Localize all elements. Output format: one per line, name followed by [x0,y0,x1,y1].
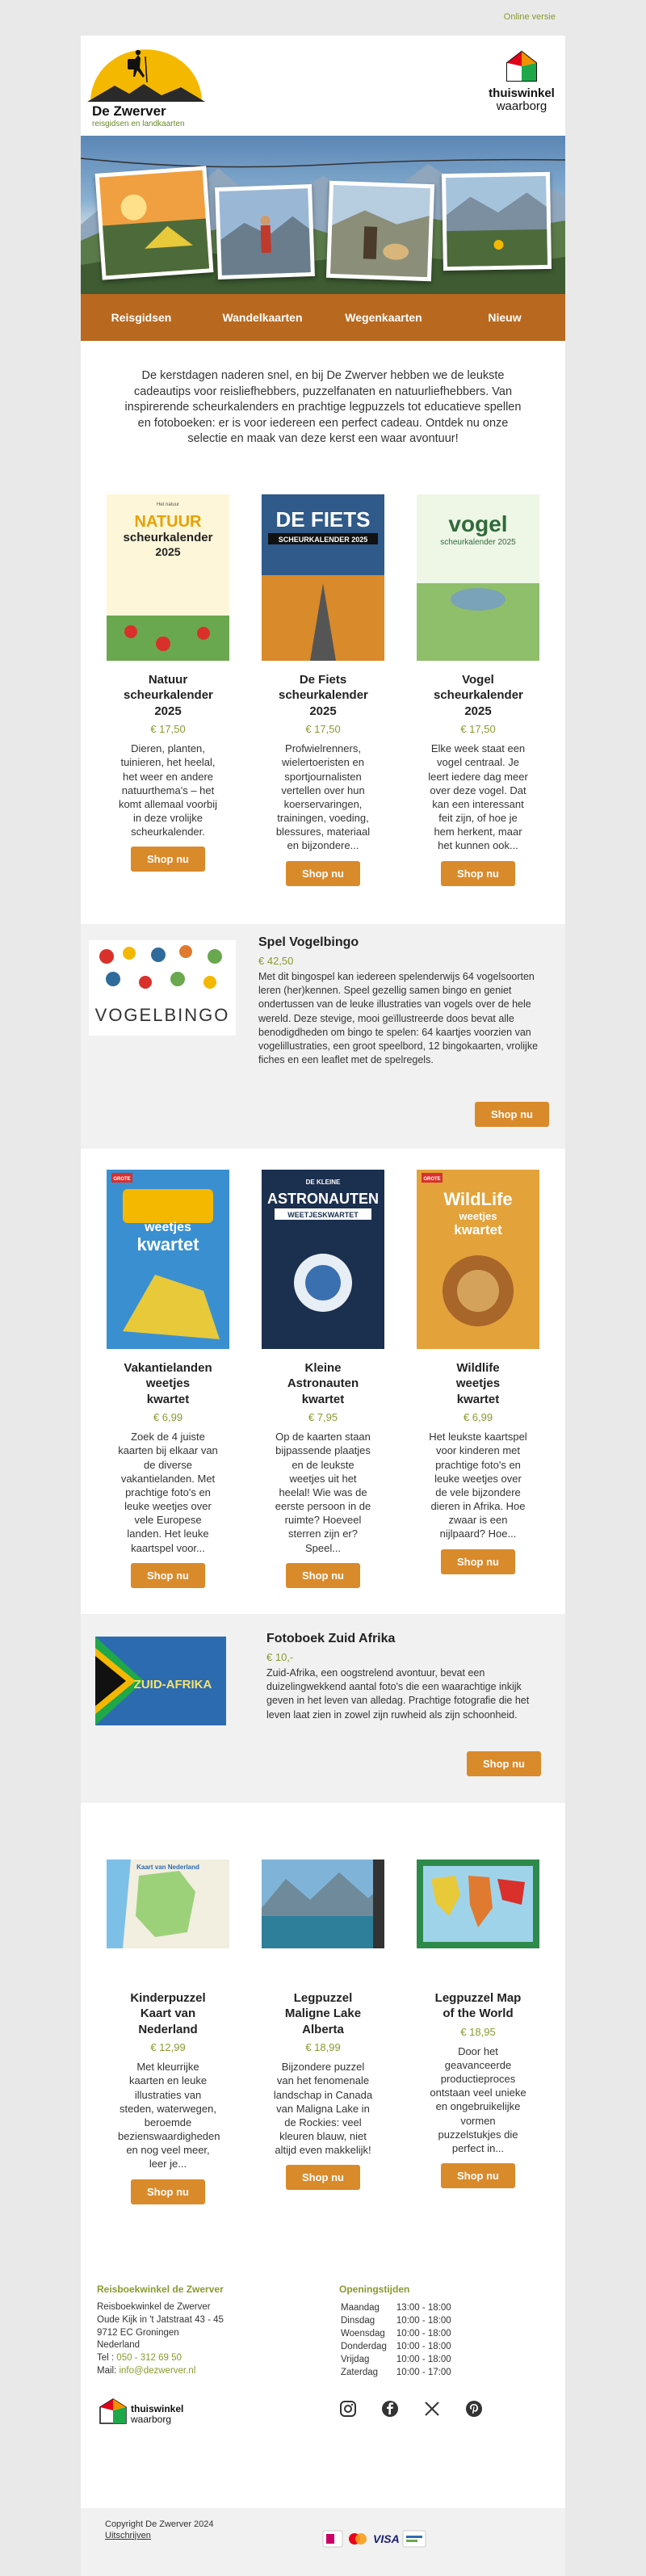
svg-text:weetjes: weetjes [145,1220,191,1234]
shop-now-button[interactable]: Shop nu [441,2163,515,2188]
product-title[interactable]: Legpuzzel Map of the World [434,1990,522,2021]
top-bar [0,0,646,36]
featured-description: Met dit bingospel kan iedereen spelenderwijs 64 vogelsoorten leren (her)kennen. Speel gezellig samen bingo en geniet ondertussen van de leuke illustraties van vogels over de hele wereld. Deze stevige, mooi geïllustreerde doos bevat alle benodigdheden om bingo te spelen: 64 kaartjes voorzien van vogelillustraties, een groot speelbord, 12 bingokaarten, vrolijke fiches en een leaflet met de spelregels. [258,970,539,1066]
product-title[interactable]: Vakantielanden weetjes kwartet [124,1360,212,1406]
product-description: Bijzondere puzzel van het fenomenale landschap in Canada van Maligna Lake in de Rockies: veel kleuren blauw, niet altijd even makkelijk! [273,2061,373,2157]
shop-now-button[interactable]: Shop nu [475,1102,549,1127]
shop-now-button[interactable]: Shop nu [286,1563,360,1588]
visa-logo: VISA [373,2532,400,2545]
product-description: Elke week staat een vogel centraal. Je leert iedere dag meer over deze vogel. Dat kan een interessant feit zijn, of hoe je hem herkent, maar het kunnen ook... [428,742,528,852]
svg-text:DE FIETS: DE FIETS [275,506,371,532]
copyright-bar [81,2508,565,2576]
product-description: Door het geavanceerde productieproces ontstaan veel unieke en ongebruikelijke vormen puzzelstukjes die perfect in... [430,2044,526,2154]
nav-wegenkaarten[interactable]: Wegenkaarten [345,311,422,324]
wildlife-kwartet-cover[interactable] [417,1170,539,1349]
product-card [405,494,551,900]
svg-text:DE KLEINE: DE KLEINE [305,1178,341,1186]
product-row-quartets [81,1149,565,1614]
product-price: € 17,50 [460,723,496,736]
intro-text: De kerstdagen naderen snel, en bij De Zwerver hebben we de leukste cadeautips voor reisliefhebbers, puzzelfanaten en natuurliefhebbers. Van inspirerende scheurkalenders en prachtige legpuzzels tot educatieve spellen en fotoboeken: er is voor iedereen een perfect cadeau. Ontdek nu onze selectie en maak van deze kerst een waar avontuur! [124,369,522,446]
unsubscribe-link[interactable]: Uitschrijven [105,2530,151,2540]
product-card [250,494,396,900]
shop-now-button[interactable]: Shop nu [441,861,515,886]
x-twitter-icon[interactable] [423,2400,441,2418]
svg-text:reisgidsen en landkaarten: reisgidsen en landkaarten [92,120,185,128]
product-card [95,494,241,900]
featured-title[interactable]: Fotoboek Zuid Afrika [266,1631,396,1645]
zuid-afrika-fotoboek-cover[interactable] [95,1637,226,1725]
footer-heading-hours: Openingstijden [339,2283,410,2295]
product-price: € 7,95 [308,1411,338,1424]
vogelbingo-cover[interactable] [89,940,236,1036]
shop-now-button[interactable]: Shop nu [131,847,205,872]
shop-now-button[interactable]: Shop nu [467,1751,541,1776]
kleine-astronauten-kwartet-cover[interactable] [262,1170,384,1349]
product-title[interactable]: Vogel scheurkalender 2025 [434,672,523,718]
product-price: € 17,50 [305,723,341,736]
nav-reisgidsen[interactable]: Reisgidsen [111,311,172,324]
product-title[interactable]: Wildlife weetjes kwartet [455,1360,501,1406]
hero-banner [81,136,565,294]
product-card [250,1860,396,2245]
svg-text:scheurkalender: scheurkalender [123,530,213,544]
online-version-link[interactable]: Online versie [503,12,556,22]
svg-text:Het natuur: Het natuur [156,502,180,507]
product-title[interactable]: Natuur scheurkalender 2025 [124,672,213,718]
mastercard-icon [346,2531,370,2547]
nav-wandelkaarten[interactable]: Wandelkaarten [222,311,303,324]
shop-now-button[interactable]: Shop nu [131,2179,205,2204]
product-description: Op de kaarten staan bijpassende plaatjes en de leukste weetjes uit het heelal! Wie was de eerste persoon in de ruimte? Hoeveel sterren zijn er? Speel... [275,1431,371,1554]
product-price: € 6,99 [463,1411,493,1424]
vogel-calendar-cover[interactable] [417,494,539,661]
svg-text:2025: 2025 [155,544,181,558]
svg-text:NATUUR: NATUUR [134,512,202,531]
header [81,36,565,136]
svg-text:scheurkalender 2025: scheurkalender 2025 [440,537,516,547]
shop-now-button[interactable]: Shop nu [286,861,360,886]
product-title[interactable]: Kleine Astronauten kwartet [287,1360,359,1406]
product-description: Het leukste kaartspel voor kinderen met prachtige foto's en leuke weetjes over de vele bijzondere dieren in Afrika. Hoe zwaar is een nijlpaard? Hoe... [429,1431,527,1540]
phone-link[interactable]: 050 - 312 69 50 [116,2353,182,2364]
product-description: Profwielrenners, wielertoeristen en sportjournalisten vertellen over hun koerservaringen, trainingen, voeding, blessures, materiaal en bijzondere... [275,742,371,852]
shop-now-button[interactable]: Shop nu [286,2165,360,2190]
product-card [95,1170,241,1590]
product-row-puzzles [81,1803,565,2269]
svg-text:VOGELBINGO: VOGELBINGO [94,1004,230,1025]
bank-transfer-icon [403,2531,426,2547]
featured-fotoboek [81,1614,565,1803]
hero-photo-lake [442,172,552,271]
email-body [81,36,565,2576]
copyright-text: Copyright De Zwerver 2024 [105,2519,214,2529]
svg-text:weetjes: weetjes [459,1209,497,1222]
svg-text:waarborg: waarborg [496,99,547,113]
product-price: € 17,50 [150,723,186,736]
svg-text:thuiswinkel: thuiswinkel [131,2402,184,2414]
svg-text:GROTE: GROTE [423,1176,441,1182]
facebook-icon[interactable] [381,2400,399,2418]
payment-logos [323,2531,426,2547]
svg-text:GROTE: GROTE [113,1176,131,1182]
svg-text:WildLife: WildLife [443,1188,513,1209]
shop-now-button[interactable]: Shop nu [131,1563,205,1588]
thuiswinkel-footer-logo[interactable] [97,2396,194,2428]
shop-now-button[interactable]: Shop nu [441,1549,515,1574]
footer-address: Reisboekwinkel de Zwerver Reisboekwinkel de Zwerver Oude Kijk in 't Jatstraat 43 - 45 9712 EC Groningen Nederland Tel : 050 - 312 69 50 Mail: info@dezwerver.nl thuiswinkel waarborg [97,2284,307,2432]
featured-vogelbingo [81,924,565,1149]
maligne-lake-puzzle-cover[interactable] [262,1860,384,1948]
svg-text:waarborg: waarborg [131,2413,172,2425]
svg-text:ZUID-AFRIKA: ZUID-AFRIKA [133,1677,212,1691]
product-price: € 18,99 [305,2041,341,2054]
featured-title[interactable]: Spel Vogelbingo [258,935,359,949]
kinderpuzzel-nederland-cover[interactable] [107,1860,229,1948]
instagram-icon[interactable] [339,2400,357,2418]
svg-text:ASTRONAUTEN: ASTRONAUTEN [267,1190,379,1207]
svg-text:kwartet: kwartet [454,1221,502,1238]
thuiswinkel-waarborg-logo[interactable] [483,45,560,129]
featured-price: € 42,50 [258,954,294,967]
svg-text:WEETJESKWARTET: WEETJESKWARTET [287,1210,359,1219]
footer-heading-shop: Reisboekwinkel de Zwerver [97,2283,224,2295]
product-description: Dieren, planten, tuinieren, het heelal, het weer en andere natuurthema's – het komt allemaal voorbij in deze vrolijke scheurkalender. [118,742,218,838]
svg-text:vogel: vogel [448,511,508,536]
footer-opening-hours: Openingstijden Maandag 13:00 - 18:00 Dinsdag 10:00 - 18:00 Woensdag 10:00 - 18:00 Donderdag 10:00 - 18:00 Vrijdag 10:00 - 18:00 Zaterdag 10:00 - 17:00 [339,2284,533,2418]
product-price: € 12,99 [150,2041,186,2054]
hero-photo-tent [95,166,214,279]
svg-text:Kaart van Nederland: Kaart van Nederland [136,1863,199,1871]
de-fiets-calendar-cover[interactable] [262,494,384,661]
product-title[interactable]: Legpuzzel Maligne Lake Alberta [284,1990,362,2036]
main-nav [81,294,565,341]
product-row-calendars [81,480,565,924]
product-card [405,1860,551,2245]
email-link[interactable]: info@dezwerver.nl [119,2366,196,2376]
social-icons [339,2400,533,2418]
product-card [405,1170,551,1590]
pinterest-icon[interactable] [465,2400,483,2418]
featured-description: Zuid-Afrika, een oogstrelend avontuur, bevat een duizelingwekkend aantal foto's die een waarachtige inkijk geven in het leven van alledag. Prachtige fotografie die het leven laat zien in zowel zijn ruwheid als zijn schoonheid. [266,1666,530,1721]
map-of-the-world-puzzle-cover[interactable] [417,1860,539,1948]
product-title[interactable]: De Fiets scheurkalender 2025 [279,672,368,718]
product-card [250,1170,396,1590]
product-description: Met kleurrijke kaarten en leuke illustraties van steden, waterwegen, beroemde bezienswaardigheden en nog veel meer, leer je... [118,2061,220,2170]
svg-text:SCHEURKALENDER 2025: SCHEURKALENDER 2025 [278,535,368,544]
nav-nieuw[interactable]: Nieuw [488,311,522,324]
product-card [95,1860,241,2245]
svg-text:De Zwerver: De Zwerver [92,103,166,119]
footer [81,2269,565,2576]
featured-price: € 10,- [266,1650,294,1663]
product-price: € 18,95 [460,2025,496,2038]
hero-photo-hiker [215,184,315,279]
ideal-icon [323,2531,342,2547]
vakantielanden-kwartet-cover[interactable] [107,1170,229,1349]
natuur-calendar-cover[interactable] [107,494,229,661]
svg-text:thuiswinkel: thuiswinkel [489,86,555,100]
hero-photo-dog [326,181,434,281]
product-title[interactable]: Kinderpuzzel Kaart van Nederland [130,1990,206,2036]
product-description: Zoek de 4 juiste kaarten bij elkaar van de diverse vakantielanden. Met prachtige foto's en leuke weetjes over vele Europese landen. Het leuke kaartspel voor... [118,1431,218,1554]
product-price: € 6,99 [153,1411,183,1424]
de-zwerver-logo[interactable] [87,45,205,129]
svg-text:kwartet: kwartet [136,1233,199,1254]
